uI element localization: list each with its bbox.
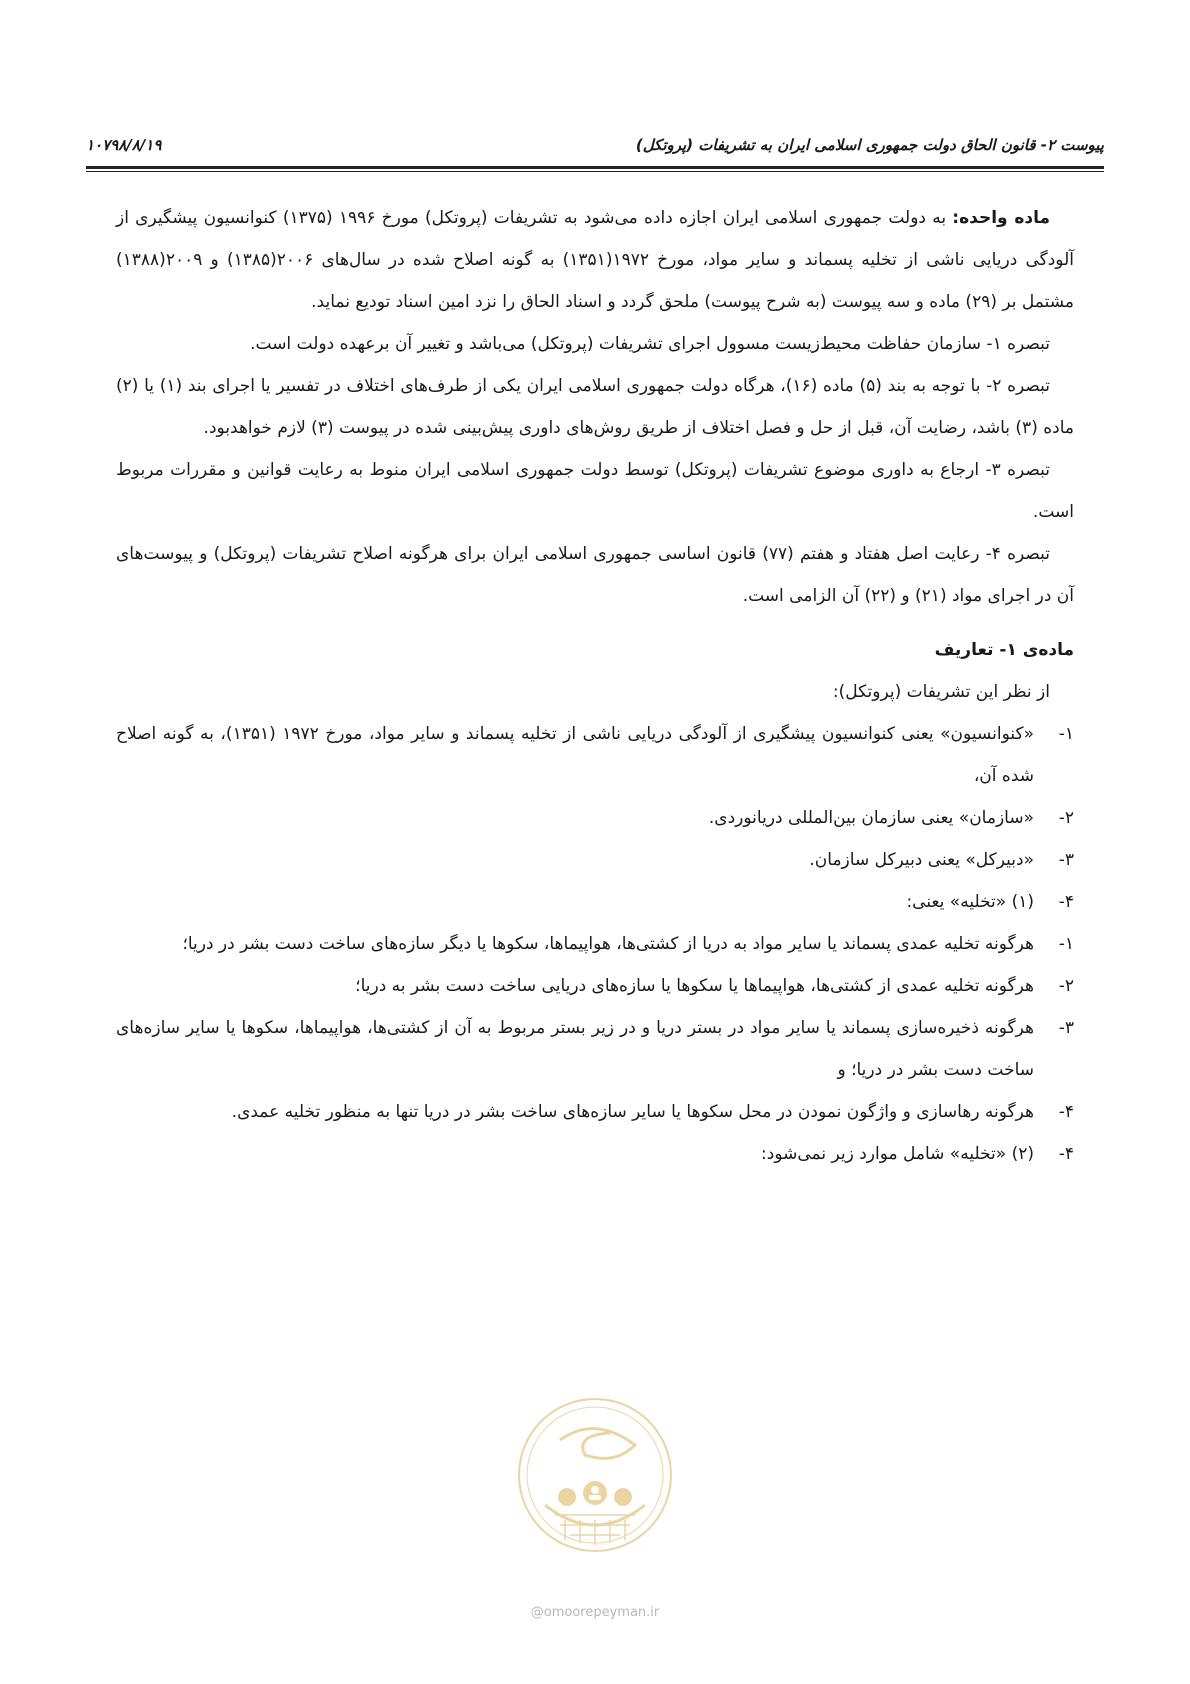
list-item-text: (۲) «تخلیه» شامل موارد زیر نمی‌شود: [761, 1144, 1034, 1164]
list-item-number: ۲- [1058, 808, 1074, 828]
list-item [116, 881, 1074, 923]
watermark-url: @omoorepeyman.ir [530, 1605, 660, 1620]
note-3: تبصره ۳- ارجاع به داوری موضوع تشریفات (پروتکل) توسط دولت جمهوری اسلامی ایران منوط به رعایت قوانین و مقررات مربوط است. [116, 460, 1074, 522]
list-item [116, 1091, 1074, 1133]
list-item-text: (۱) «تخلیه» یعنی: [906, 892, 1034, 912]
header-title: پیوست ۲- قانون الحاق دولت جمهوری اسلامی ایران به تشریفات (پروتکل) [635, 136, 1104, 154]
note-4: تبصره ۴- رعایت اصل هفتاد و هفتم (۷۷) قانون اساسی جمهوری اسلامی ایران برای هرگونه اصلاح تشریفات (پروتکل) و پیوست‌های آن در اجرای مواد (۲۱) و (۲۲) آن الزامی است. [116, 544, 1074, 606]
list-item-number: ۲- [1058, 976, 1074, 996]
header-rule-thick [86, 166, 1104, 169]
article-1-title: ماده‌ی ۱- تعاریف [934, 640, 1074, 660]
list-item-text: «کنوانسیون» یعنی کنوانسیون پیشگیری از آلودگی دریایی ناشی از تخلیه پسماند و سایر مواد، مورخ ۱۹۷۲ (۱۳۵۱)، به گونه اصلاح شده آن، [116, 724, 1034, 786]
list-item [116, 797, 1074, 839]
list-item-text: هرگونه ذخیره‌سازی پسماند یا سایر مواد در بستر دریا و در زیر بستر مربوط به آن از کشتی‌ها، هواپیماها، سکوها یا سایر سازه‌های ساخت دست بشر در دریا؛ و [116, 1018, 1034, 1080]
header-date: ۱۰۷۹۸/۸/۱۹ [86, 136, 162, 154]
document-body [116, 197, 1074, 1175]
article-1-lead: از نظر این تشریفات (پروتکل): [832, 682, 1050, 702]
list-item [116, 923, 1074, 965]
page-header [86, 130, 1104, 160]
definitions-list [116, 713, 1074, 1175]
list-item-number: ۴- [1058, 1102, 1074, 1122]
list-item [116, 965, 1074, 1007]
list-item-number: ۴- [1058, 1144, 1074, 1164]
list-item-number: ۳- [1058, 1018, 1074, 1038]
note-1: تبصره ۱- سازمان حفاظت محیط‌زیست مسوول اجرای تشریفات (پروتکل) می‌باشد و تغییر آن برعهده دولت است. [250, 334, 1050, 354]
header-rule-thin [86, 171, 1104, 172]
list-item-text: «سازمان» یعنی سازمان بین‌المللی دریانوردی. [708, 808, 1034, 828]
list-item-number: ۱- [1058, 724, 1074, 744]
watermark-seal-icon [515, 1395, 675, 1555]
list-item-number: ۴- [1058, 892, 1074, 912]
single-article-text: به دولت جمهوری اسلامی ایران اجازه داده می‌شود به تشریفات (پروتکل) مورخ ۱۹۹۶ (۱۳۷۵) کنوانسیون پیشگیری از آلودگی دریایی ناشی از تخلیه پسماند و سایر مواد، مورخ ۱۹۷۲(۱۳۵۱) به گونه اصلاح شده در سال‌های ۲۰۰۶(۱۳۸۵) و ۲۰۰۹(۱۳۸۸) مشتمل بر (۲۹) ماده و سه پیوست (به شرح پیوست) ملحق گردد و اسناد الحاق را نزد امین اسناد تودیع نماید. [116, 208, 1074, 312]
single-article [116, 197, 1074, 323]
list-item [116, 839, 1074, 881]
note-2: تبصره ۲- با توجه به بند (۵) ماده (۱۶)، هرگاه دولت جمهوری اسلامی ایران یکی از طرف‌های اختلاف در تفسیر یا اجرای بند (۱) یا (۲) ماده (۳) باشد، رضایت آن، قبل از حل و فصل اختلاف از طریق روش‌های داوری پیش‌بینی شده در پیوست (۳) لازم خواهدبود. [116, 376, 1074, 438]
single-article-label: ماده واحده: [952, 208, 1051, 228]
list-item [116, 1133, 1074, 1175]
list-item-text: هرگونه تخلیه عمدی از کشتی‌ها، هواپیماها یا سکوها یا سازه‌های دریایی ساخت دست بشر به دریا؛ [355, 976, 1034, 996]
list-item-number: ۱- [1058, 934, 1074, 954]
list-item-number: ۳- [1058, 850, 1074, 870]
list-item-text: هرگونه تخلیه عمدی پسماند یا سایر مواد به دریا از کشتی‌ها، هواپیماها، سکوها یا دیگر سازه‌های ساخت دست بشر در دریا؛ [182, 934, 1034, 954]
list-item [116, 713, 1074, 797]
list-item [116, 1007, 1074, 1091]
list-item-text: هرگونه رهاسازی و واژگون نمودن در محل سکوها یا سایر سازه‌های ساخت بشر در دریا تنها به منظور تخلیه عمدی. [231, 1102, 1034, 1122]
list-item-text: «دبیرکل» یعنی دبیرکل سازمان. [809, 850, 1034, 870]
